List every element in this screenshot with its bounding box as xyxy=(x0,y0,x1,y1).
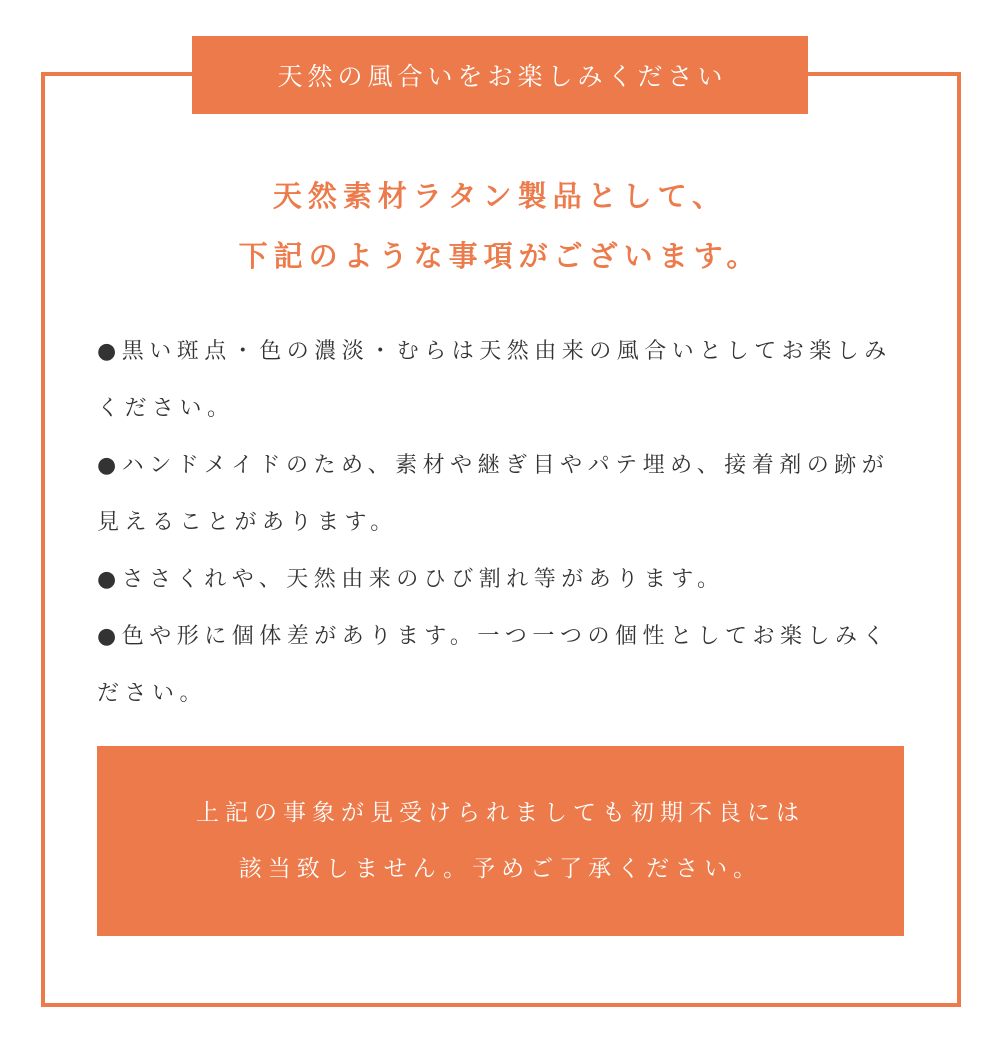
note-item: ●ささくれや、天然由来のひび割れ等があります。 xyxy=(97,567,725,592)
note-item: ●ハンドメイドのため、素材や継ぎ目やパテ埋め、接着剤の跡が見えることがあります。 xyxy=(97,453,890,535)
disclaimer-line-1: 上記の事象が見受けられましても初期不良には xyxy=(196,800,805,826)
notes-list xyxy=(97,323,909,722)
headline-line-1: 天然素材ラタン製品として、 xyxy=(272,179,728,213)
headline-line-2: 下記のような事項がございます。 xyxy=(238,239,762,273)
note-item: ●黒い斑点・色の濃淡・むらは天然由来の風合いとしてお楽しみください。 xyxy=(97,339,892,421)
header-tab xyxy=(192,36,808,114)
disclaimer-line-2: 該当致しません。予めご了承ください。 xyxy=(238,856,763,882)
header-tab-label: 天然の風合いをお楽しみください xyxy=(277,62,728,91)
disclaimer-box xyxy=(97,746,904,936)
note-item: ●色や形に個体差があります。一つ一つの個性としてお楽しみください。 xyxy=(97,624,890,706)
